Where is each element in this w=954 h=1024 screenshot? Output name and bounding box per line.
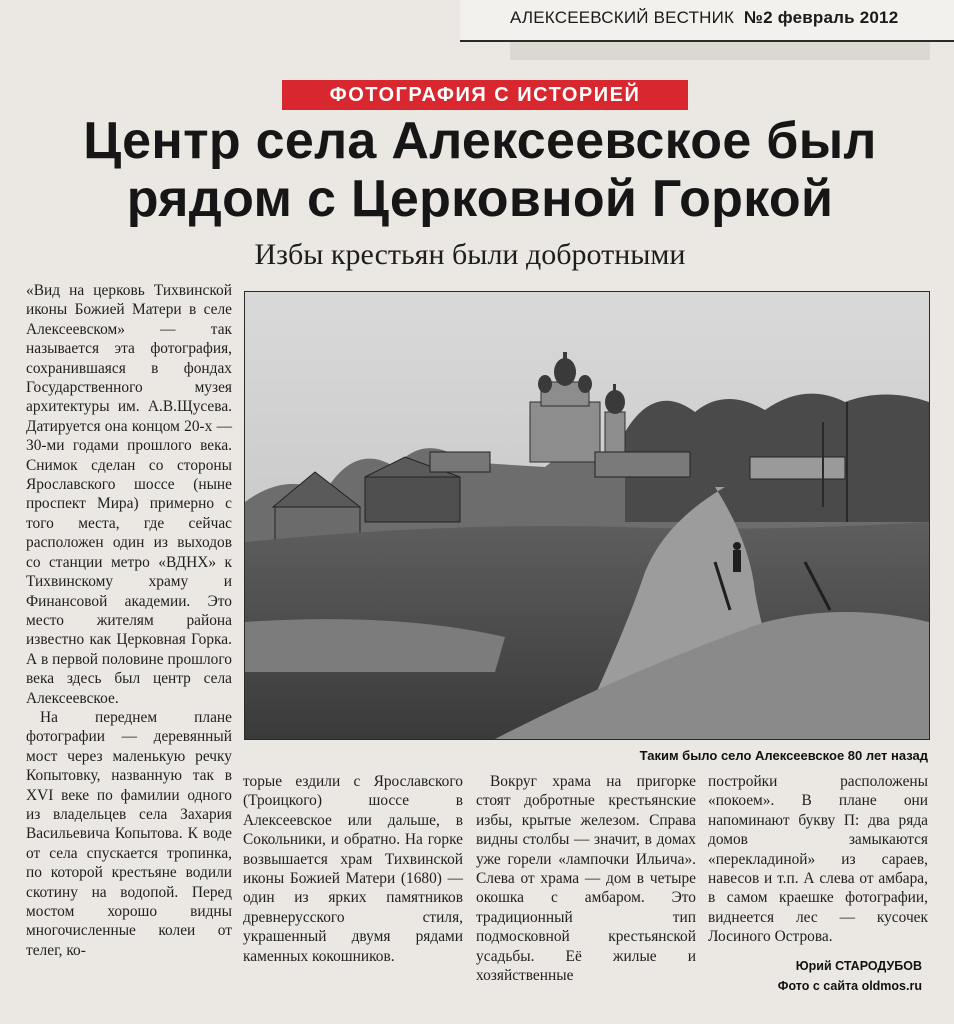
article-column-1 — [26, 281, 232, 960]
historic-photo — [244, 291, 930, 740]
article-headline: Центр села Алексеевское был рядом с Церковной Горкой — [83, 112, 877, 228]
article-column-2 — [243, 772, 463, 966]
village-church-photo-illustration — [245, 292, 929, 739]
article-column-3 — [476, 772, 696, 985]
author-name: Юрий СТАРОДУБОВ — [795, 959, 922, 973]
newspaper-name: АЛЕКСЕЕВСКИЙ ВЕСТНИК — [510, 8, 735, 27]
article-paragraph: Вокруг храма на пригорке стоят добротные крестьянские избы, крытые железом. Справа видны столбы — значит, в домах уже горели «лампочки Ильича». Слева от храма — дом в четыре окошка с амбаром. Это традиционный тип подмосковной крестьянской усадьбы. Её жилые и хозяйственные — [476, 773, 696, 985]
article-subheadline: Избы крестьян были добротными — [254, 238, 686, 271]
article-column-4 — [708, 772, 928, 947]
article-paragraph: «Вид на церковь Тихвинской иконы Божией Матери в селе Алексеевском» — так называется эта фотография, сохранившаяся в фондах Государственного музея архитектуры им. А.В.Щусева. Датируется она концом 20-х — 30-ми годами прошлого века. Снимок сделан со стороны Ярославского шоссе (ныне проспект Мира) примерно с того места, где сейчас расположен один из выходов со станции метро «ВДНХ» к Тихвинскому храму и Финансовой академии. Это место жителям района известно как Церковная Горка. А в первой половине прошлого века здесь был центр села Алексеевское. — [26, 282, 232, 707]
article-paragraph: На переднем плане фотографии — деревянный мост через маленькую речку Копытовку, названную так в XVI веке по фамилии одного из владельцев села Захария Васильевича Копытова. К воде от села спускается тропинка, по которой крестьяне водили скотину на водопой. Перед мостом хорошо видны многочисленные колеи от телег, ко- — [26, 708, 232, 959]
masthead — [460, 0, 954, 42]
article-paragraph: торые ездили с Ярославского (Троицкого) шоссе в Алексеевское или дальше, в Сокольники, и обратно. На горке возвышается храм Тихвинской иконы Божией Матери (1680) — один из ярких памятников древнерусского стиля, украшенный двумя рядами каменных кокошников. — [243, 773, 463, 965]
article-paragraph: постройки расположены «покоем». В плане они напоминают букву П: два ряда домов замыкаются «перекладиной» из сараев, навесов и т.п. А слева от амбара, в самом краешке фотографии, виднеется лес — кусочек Лосиного Острова. — [708, 773, 928, 946]
photo-source: Фото с сайта oldmos.ru — [777, 979, 922, 993]
masthead-line — [510, 8, 898, 28]
issue-date: №2 февраль 2012 — [744, 8, 899, 27]
photo-caption: Таким было село Алексеевское 80 лет назад — [639, 748, 928, 763]
rubric-label: ФОТОГРАФИЯ С ИСТОРИЕЙ — [282, 80, 688, 110]
byline — [708, 956, 922, 996]
